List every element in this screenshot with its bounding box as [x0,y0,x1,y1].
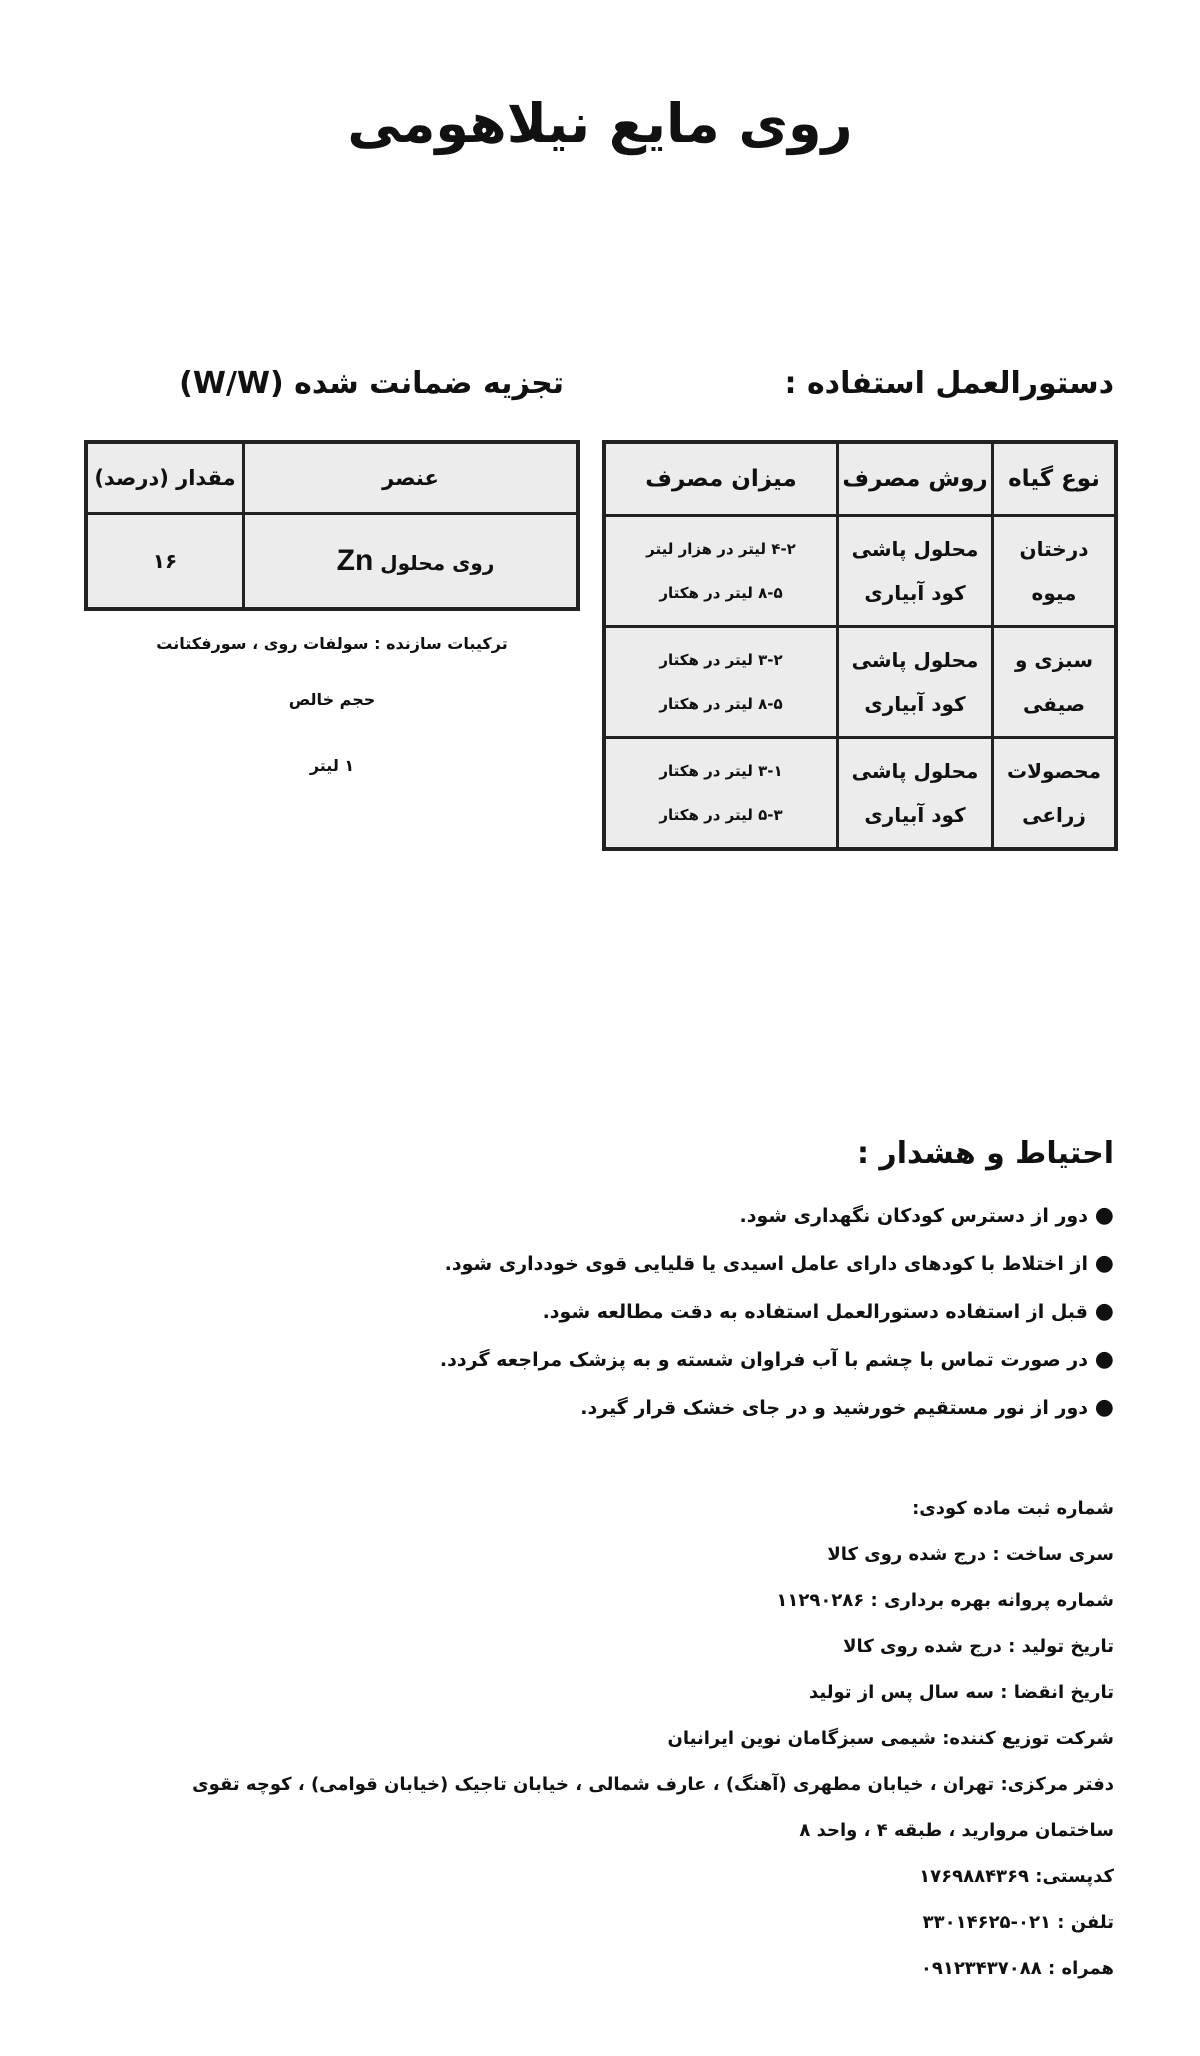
method-cell [838,627,993,738]
element-label: روی محلول [380,551,495,575]
amount-line: ۸-۵ لیتر در هکتار [659,695,783,713]
license-number: شماره پروانه بهره برداری : ۱۱۲۹۰۲۸۶ [776,1590,1114,1611]
list-item [314,1240,1114,1288]
phone: تلفن : ۰۲۱-۳۳۰۱۴۶۲۵ [922,1912,1114,1933]
amount-line: ۴-۲ لیتر در هزار لیتر [646,540,796,558]
composition-note: ترکیبات سازنده : سولفات روی ، سورفکتانت [156,634,508,653]
product-info [64,1486,1114,1992]
analysis-table-header-row [86,442,578,514]
table-row [604,516,1116,627]
expiry-date: تاریخ انقضا : سه سال پس از تولید [808,1682,1114,1703]
amount-line: ۵-۳ لیتر در هکتار [659,806,783,824]
cautions-heading: احتیاط و هشدار : [856,1136,1114,1171]
usage-heading: دستورالعمل استفاده : [784,366,1114,401]
method-line: محلول پاشی [851,537,979,561]
amount-line: ۳-۲ لیتر در هکتار [659,651,783,669]
bullet-icon: ● [1094,1203,1114,1228]
table-row [604,738,1116,850]
batch-number: سری ساخت : درج شده روی کالا [827,1544,1114,1565]
list-item [314,1336,1114,1384]
bullet-icon: ● [1094,1251,1114,1276]
production-date: تاریخ تولید : درج شده روی کالا [843,1636,1114,1657]
usage-table-header-row [604,442,1116,516]
method-line: کود آبیاری [864,692,966,716]
postal-code: کدپستی: ۱۷۶۹۸۸۴۳۶۹ [919,1866,1114,1887]
method-line: کود آبیاری [864,803,966,827]
list-item [314,1192,1114,1240]
analysis-table [84,440,580,611]
header-method: روش مصرف [838,442,993,516]
caution-text: در صورت تماس با چشم با آب فراوان شسته و به پزشک مراجعه گردد. [439,1349,1088,1371]
caution-text: قبل از استفاده دستورالعمل استفاده به دقت مطالعه شود. [542,1301,1088,1323]
bullet-icon: ● [1094,1395,1114,1420]
method-line: محلول پاشی [851,759,979,783]
net-volume-value: ۱ لیتر [309,756,355,775]
table-row [604,627,1116,738]
element-cell [244,514,579,610]
net-volume-label: حجم خالص [288,690,376,709]
header-percentage: مقدار (درصد) [86,442,244,514]
caution-text: دور از دسترس کودکان نگهداری شود. [739,1205,1088,1227]
registration-number: شماره ثبت ماده کودی: [912,1498,1114,1519]
distributor: شرکت توزیع کننده: شیمی سبزگامان نوین ایرانیان [667,1728,1114,1749]
product-title: روی مایع نیلاهومی [347,92,853,155]
cautions-list [314,1192,1114,1432]
bullet-icon: ● [1094,1299,1114,1324]
amount-cell [604,738,838,850]
mobile: همراه : ۰۹۱۲۳۴۳۷۰۸۸ [920,1958,1114,1979]
amount-line: ۸-۵ لیتر در هکتار [659,584,783,602]
list-item [314,1288,1114,1336]
element-symbol: Zn [336,544,374,577]
head-office-address: دفتر مرکزی: تهران ، خیابان مطهری (آهنگ) ، عارف شمالی ، خیابان تاجیک (خیابان قوامی) ، کوچه تقوی [192,1774,1114,1795]
method-cell [838,516,993,627]
method-line: محلول پاشی [851,648,979,672]
amount-line: ۳-۱ لیتر در هکتار [659,762,783,780]
percentage-cell: ۱۶ [86,514,244,610]
header-plant-type: نوع گیاه [993,442,1117,516]
amount-cell [604,516,838,627]
header-amount: میزان مصرف [604,442,838,516]
bullet-icon: ● [1094,1347,1114,1372]
method-line: کود آبیاری [864,581,966,605]
caution-text: دور از نور مستقیم خورشید و در جای خشک قرار گیرد. [580,1397,1088,1419]
plant-cell: محصولات زراعی [993,738,1117,850]
method-cell [838,738,993,850]
list-item [314,1384,1114,1432]
header-element: عنصر [244,442,579,514]
building-address: ساختمان مروارید ، طبقه ۴ ، واحد ۸ [799,1820,1114,1841]
usage-table [602,440,1118,851]
table-row [86,514,578,610]
plant-cell: سبزی و صیفی [993,627,1117,738]
amount-cell [604,627,838,738]
plant-cell: درختان میوه [993,516,1117,627]
analysis-heading: تجزیه ضمانت شده (W/W) [179,366,564,401]
caution-text: از اختلاط با کودهای دارای عامل اسیدی یا قلیایی قوی خودداری شود. [444,1253,1088,1275]
